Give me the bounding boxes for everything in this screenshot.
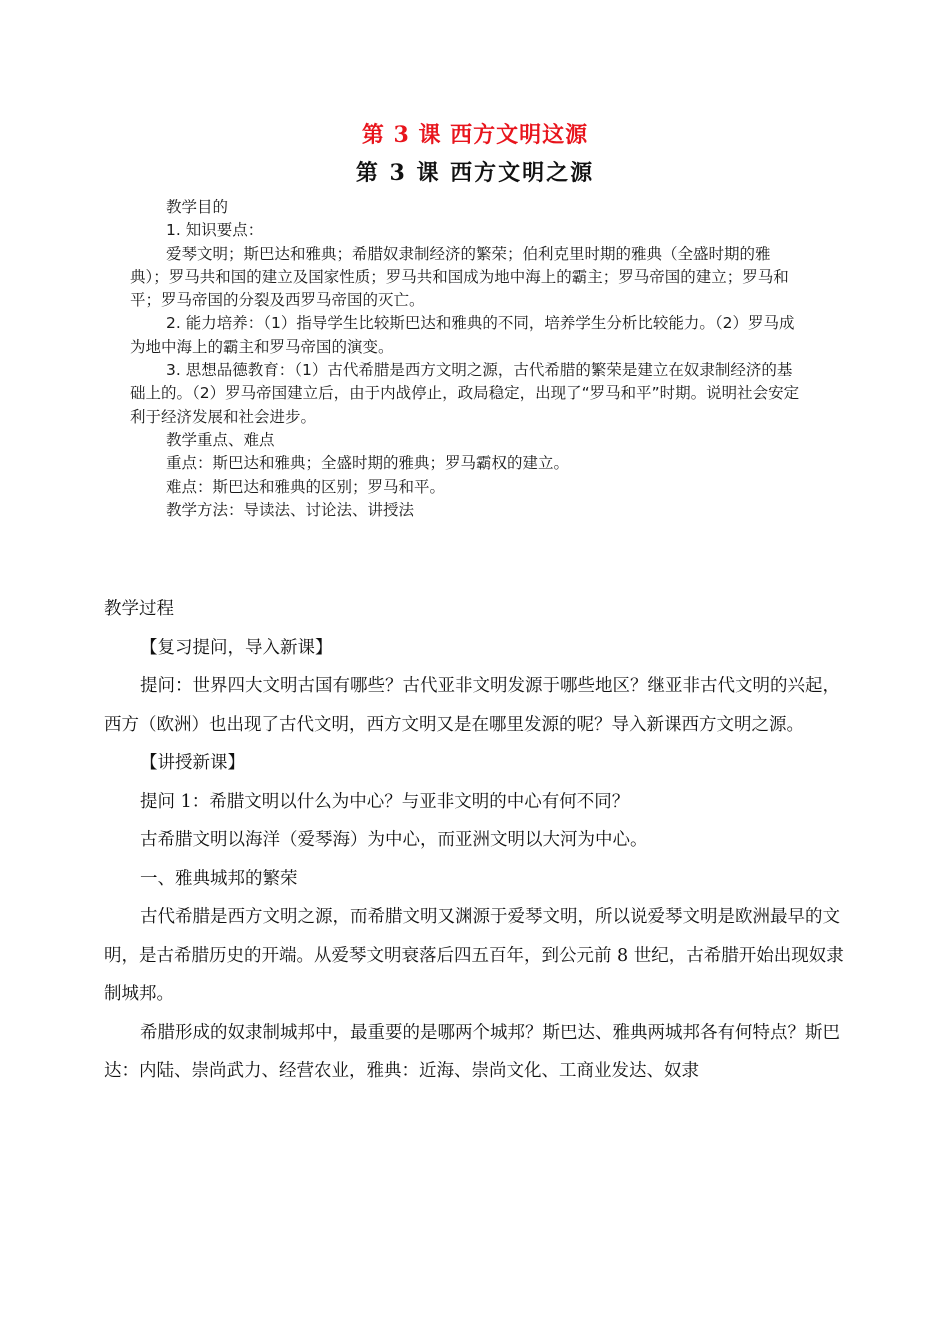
keypoints-heading: 教学重点、难点 — [166, 430, 275, 449]
knowledge-text: 爱琴文明；斯巴达和雅典；希腊奴隶制经济的繁荣；伯利克里时期的雅典（全盛时期的雅典）；罗马共和国的建立及国家性质；罗马共和国成为地中海上的霸主；罗马帝国的建立；罗马和平；罗马帝国的分裂及西罗马帝国的灭亡。 — [130, 244, 789, 310]
answer-1: 古希腊文明以海洋（爱琴海）为中心，而亚洲文明以大河为中心。 — [140, 830, 648, 850]
ability-text: 2. 能力培养：（1）指导学生比较斯巴达和雅典的不同，培养学生分析比较能力。（2）罗马成为地中海上的霸主和罗马帝国的演变。 — [130, 314, 795, 356]
review-paragraph: 提问：世界四大文明古国有哪些？古代亚非文明发源于哪些地区？继亚非古代文明的兴起，西方（欧洲）也出现了古代文明，西方文明又是在哪里发源的呢？导入新课西方文明之源。 — [104, 676, 840, 735]
method-text: 教学方法：导读法、讨论法、讲授法 — [166, 500, 415, 519]
keypoint-text: 重点：斯巴达和雅典；全盛时期的雅典；罗马霸权的建立。 — [166, 454, 570, 473]
section-heading-1: 一、雅典城邦的繁荣 — [140, 868, 298, 889]
question-1: 提问 1：希腊文明以什么为中心？与亚非文明的中心有何不同？ — [140, 791, 630, 812]
objectives-heading: 教学目的 — [166, 198, 229, 216]
process-heading: 教学过程 — [104, 599, 174, 619]
paragraph-2: 希腊形成的奴隶制城邦中，最重要的是哪两个城邦？斯巴达、雅典两城邦各有何特点？斯巴达：内陆、崇尚武力、经营农业，雅典：近海、崇尚文化、工商业发达、奴隶 — [104, 1022, 840, 1081]
red-title: 第 3 课 西方文明这源 — [361, 122, 589, 148]
review-heading: 【复习提问，导入新课】 — [140, 637, 333, 658]
lesson-title: 第 3 课 西方文明之源 — [355, 160, 595, 186]
objectives-block — [130, 196, 800, 522]
process-block — [104, 590, 848, 1091]
paragraph-1: 古代希腊是西方文明之源，而希腊文明又渊源于爱琴文明，所以说爱琴文明是欧洲最早的文明，是古希腊历史的开端。从爱琴文明衰落后四五百年，到公元前 8 世纪，古希腊开始出现奴隶制城邦。 — [104, 907, 844, 1004]
new-lesson-heading: 【讲授新课】 — [140, 753, 245, 773]
moral-text: 3. 思想品德教育：（1）古代希腊是西方文明之源，古代希腊的繁荣是建立在奴隶制经济的基础上的。（2）罗马帝国建立后，由于内战停止，政局稳定，出现了“罗马和平”时期。说明社会安定利于经济发展和社会进步。 — [130, 361, 800, 426]
knowledge-label: 1. 知识要点： — [166, 221, 264, 240]
difficulty-text: 难点：斯巴达和雅典的区别；罗马和平。 — [166, 477, 446, 496]
